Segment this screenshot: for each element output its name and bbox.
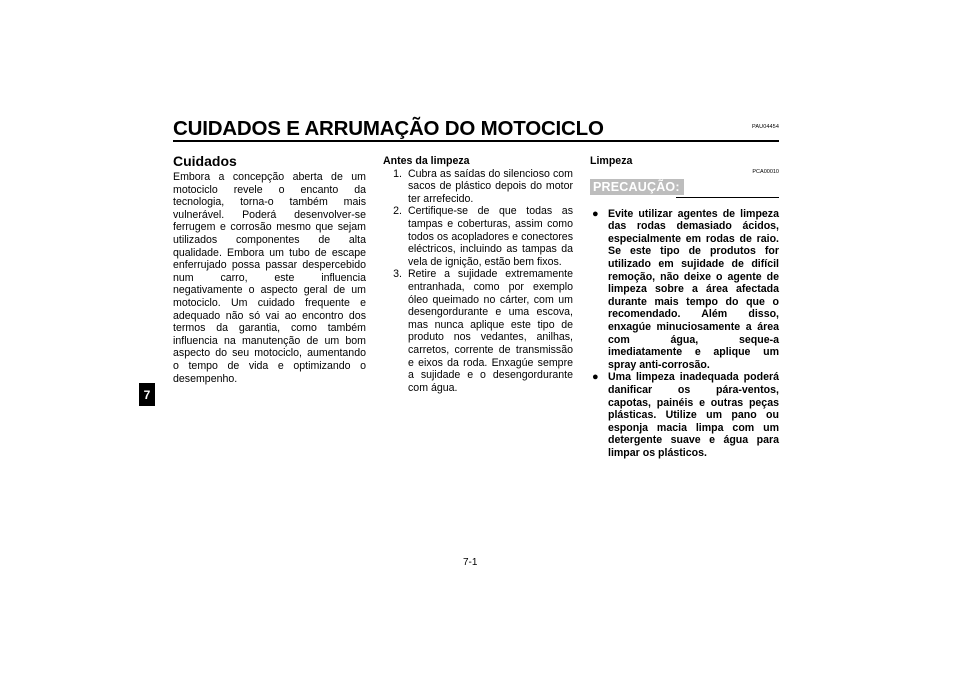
chapter-tab: 7: [139, 383, 155, 406]
list-item: [383, 168, 573, 206]
step-number: 1.: [393, 167, 402, 180]
caution-text: Uma limpeza inadequada poderá danificar os pára-ventos, capotas, painéis e outras peças plásticas. Utilize um pano ou esponja macia limpa com um detergente suave e água para limpar os plásticos.: [608, 371, 779, 459]
list-item: [590, 208, 779, 372]
care-paragraph: Embora a concepção aberta de um motociclo revele o encanto da tecnologia, torna-o também mais vulnerável. Poderá desenvolver-se ferrugem e corrosão mesmo que sejam utilizados componentes de alta qualidade. Embora um tubo de escape enferrujado possa passar despercebido num carro, este influencia negativamente o aspecto geral de um motociclo. Um cuidado frequente e adequado não só vai ao encontro dos termos da garantia, como também influencia na manutenção de um bom aspecto do seu motociclo, aumentando o tempo de vida e optimizando o desempenho.: [173, 171, 366, 385]
bullet-icon: ●: [592, 207, 599, 220]
caution-header: [590, 168, 779, 194]
step-text: Retire a sujidade extremamente entranhada, como por exemplo óleo queimado no cárter, com um desengordurante e uma escova, mas nunca aplique este tipo de produto nos vedantes, anilhas, carretos, corrente de transmissão e eixos da roda. Enxagúe sempre a sujidade e o desengordurante com água.: [408, 268, 573, 394]
caution-text: Evite utilizar agentes de limpeza das rodas demasiado ácidos, especialmente em rodas de raio. Se este tipo de produtos for utilizado em sujidade de difícil remoção, não deixe o agente de limpeza sobre a área afectada durante mais tempo do que o recomendado. Além disso, enxagúe minuciosamente a área com água, seque-a imediatamente e aplique um spray anti-corrosão.: [608, 207, 779, 371]
title-reference-code: PAU04454: [752, 124, 779, 130]
step-number: 3.: [393, 268, 402, 281]
column-care: [173, 153, 366, 385]
step-text: Cubra as saídas do silencioso com sacos de plástico depois do motor ter arrefecido.: [408, 167, 573, 205]
caution-list: [590, 208, 779, 460]
page-title: CUIDADOS E ARRUMAÇÃO DO MOTOCICLO: [173, 117, 604, 140]
subheading-before-cleaning: Antes da limpeza: [383, 155, 470, 167]
column-cleaning: [590, 155, 779, 459]
list-item: [383, 205, 573, 268]
page-number: 7-1: [463, 557, 478, 568]
column-before-cleaning: [383, 155, 573, 394]
step-number: 2.: [393, 205, 402, 218]
bullet-icon: ●: [592, 371, 599, 384]
section-heading-care: Cuidados: [173, 153, 237, 169]
caution-label: PRECAUÇÃO:: [590, 179, 684, 195]
caution-rule: [676, 197, 779, 198]
list-item: [383, 268, 573, 394]
caution-reference-code: PCA00010: [752, 168, 779, 175]
list-item: [590, 371, 779, 459]
subheading-cleaning: Limpeza: [590, 155, 633, 167]
title-underline: [173, 140, 779, 142]
before-cleaning-steps: [383, 168, 573, 395]
step-text: Certifique-se de que todas as tampas e coberturas, assim como todos os acopladores e conectores eléctricos, incluindo as tampas da vela de ignição, estão bem fixos.: [408, 205, 573, 268]
